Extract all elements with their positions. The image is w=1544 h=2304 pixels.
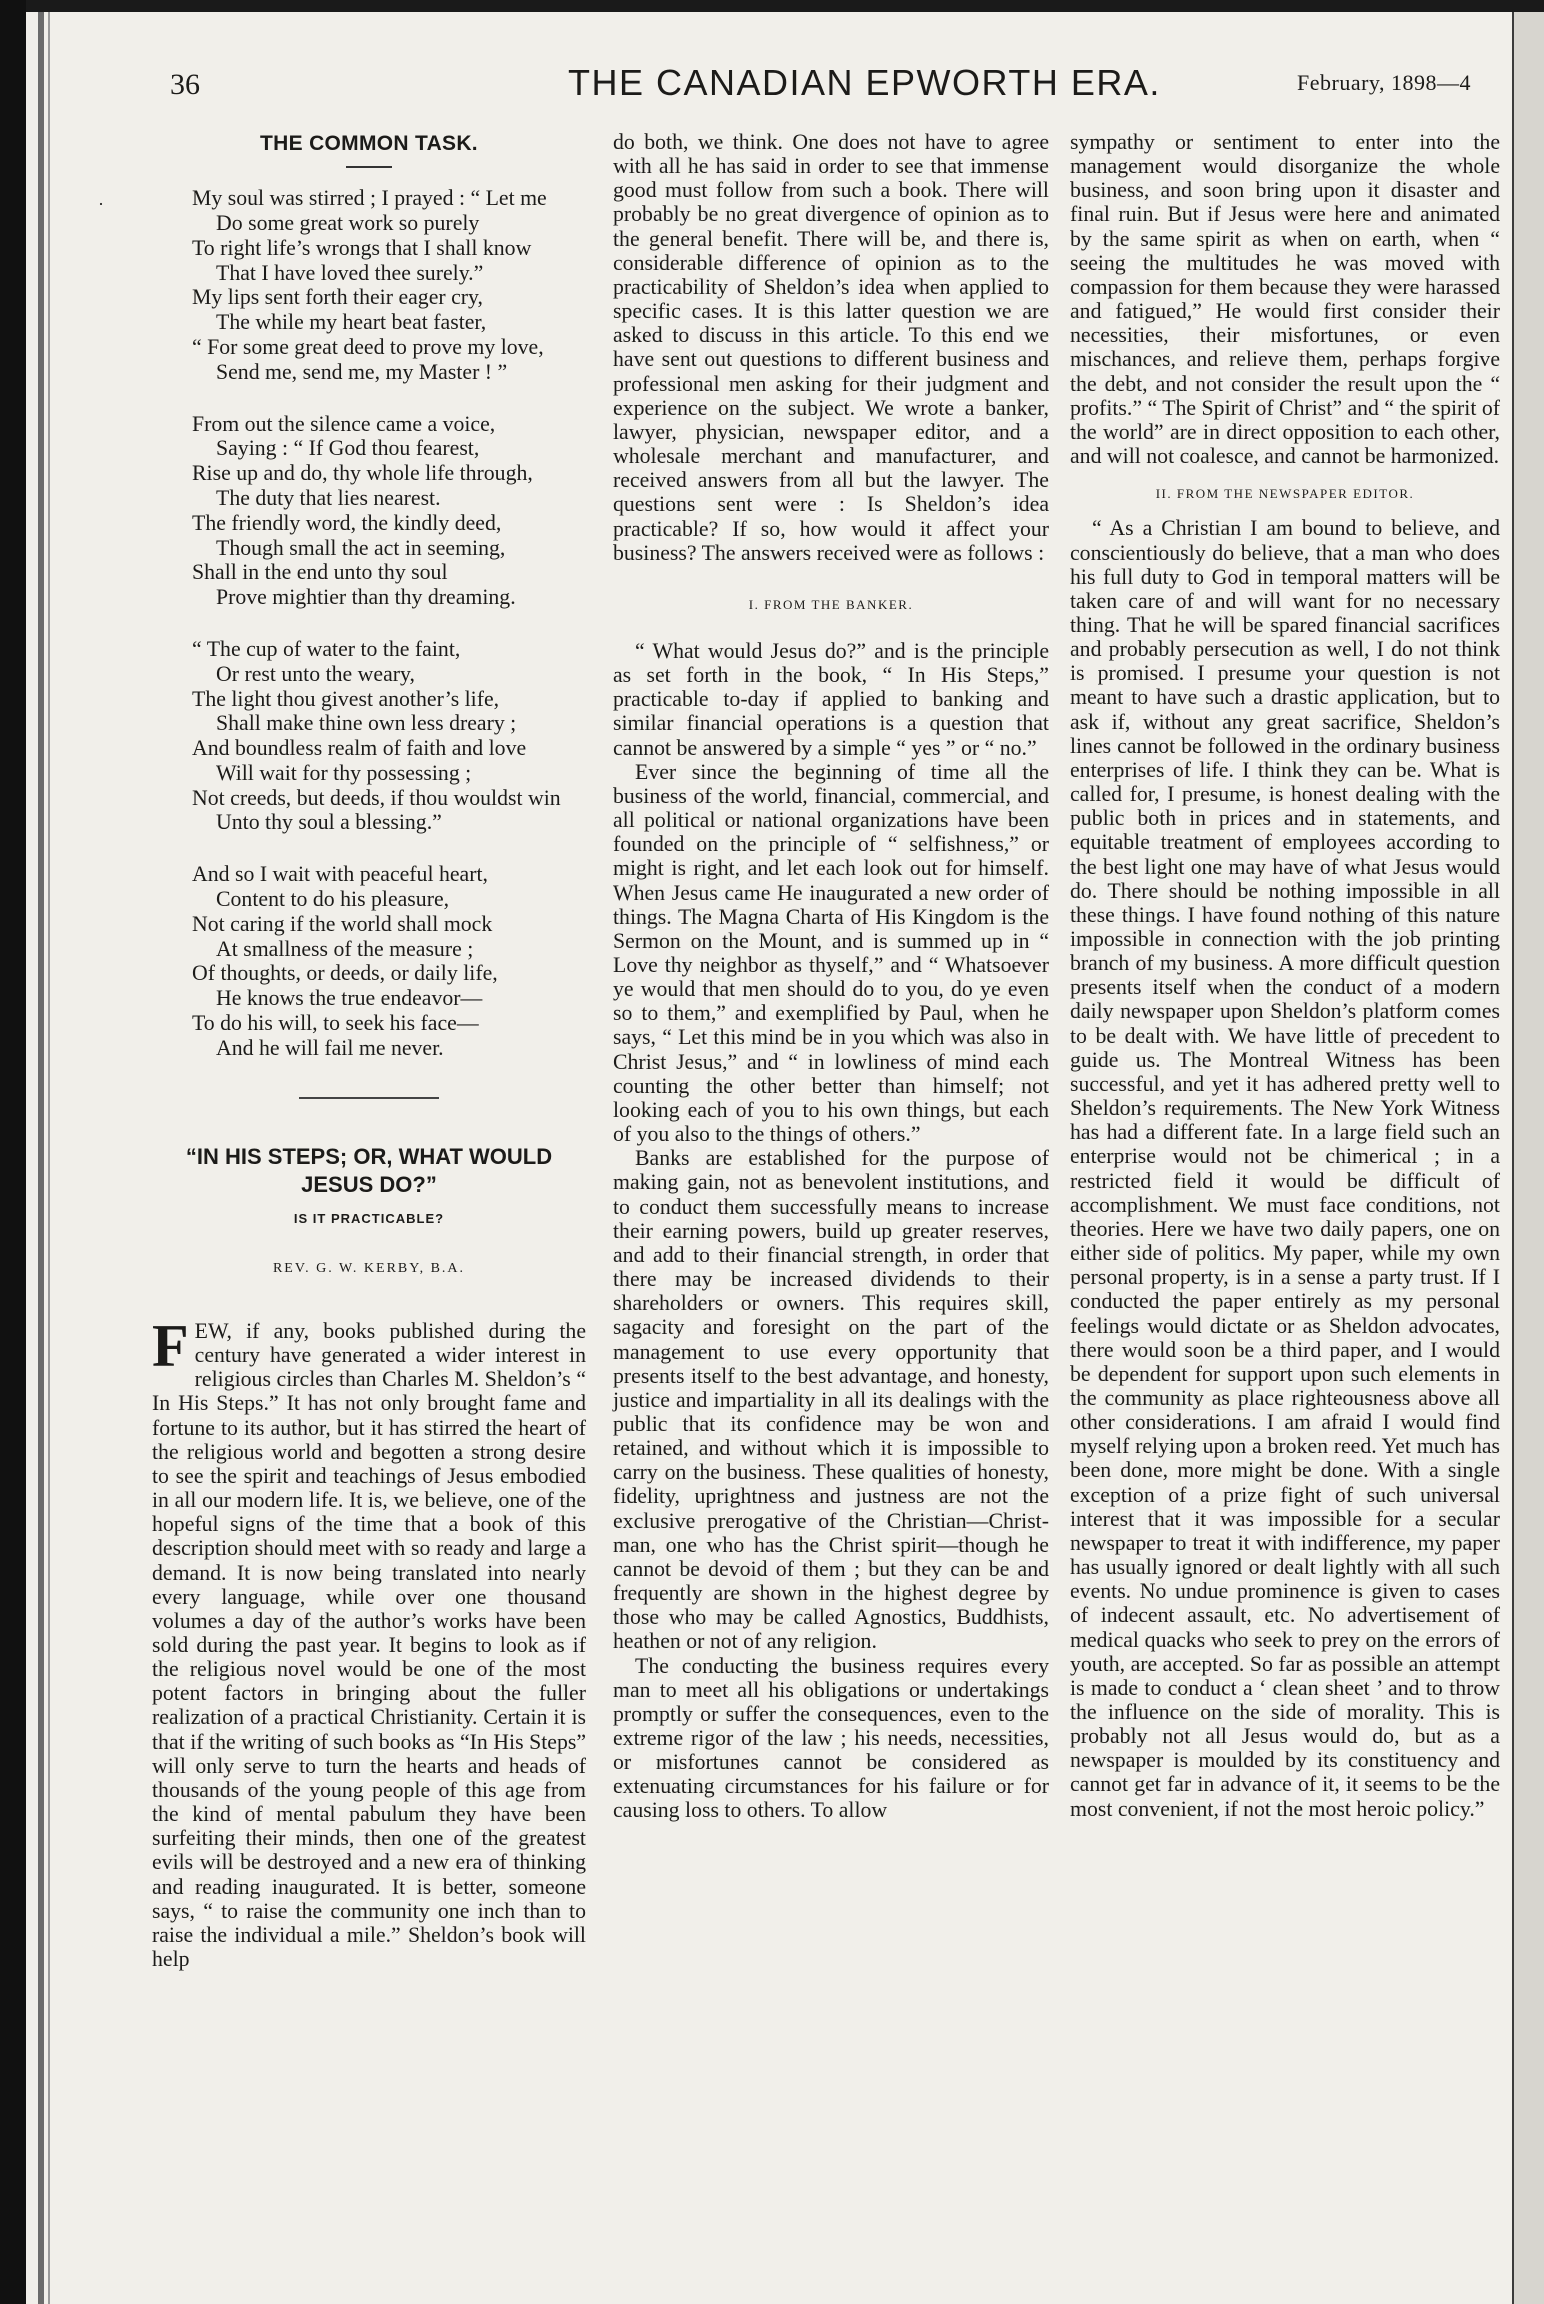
poem-line: Of thoughts, or deeds, or daily life, <box>192 961 498 986</box>
page-header <box>170 62 1490 112</box>
column-3 <box>1070 130 1500 1821</box>
editor-heading: II. FROM THE NEWSPAPER EDITOR. <box>1155 486 1415 502</box>
poem-line: Not creeds, but deeds, if thou wouldst win <box>192 785 561 810</box>
poem-line: Prove mightier than thy dreaming. <box>216 585 516 610</box>
poem-line: Will wait for thy possessing ; <box>216 760 472 785</box>
poem-line: My lips sent forth their eager cry, <box>192 285 483 310</box>
poem-line: And boundless realm of faith and love <box>192 736 527 761</box>
poem-line: The light thou givest another’s life, <box>192 686 500 711</box>
poem-line: Shall in the end unto thy soul <box>192 560 448 585</box>
poem-line: To do his will, to seek his face— <box>192 1011 479 1036</box>
article-intro-paragraph <box>152 1312 586 1972</box>
poem-line: My soul was stirred ; I prayed : “ Let me <box>192 186 547 211</box>
banker-heading: I. FROM THE BANKER. <box>748 596 914 612</box>
poem-line: That I have loved thee surely.” <box>216 260 484 285</box>
banker-paragraph: Ever since the beginning of time all the business of the world, financial, commercial, and all political or national organizations have been founded on the principle of “ selfishness,” or might is right, and let each look out for himself. When Jesus came He inaugurated a new order of things. The Magna Charta of His Kingdom is the Sermon on the Mount, and is summed up in “ Love thy neighbor as thyself,” and “ Whatsoever ye would that men should do to you, do ye even so to them,” and exemplified by Paul, when he says, “ Let this mind be in you which was also in Christ Jesus,” and “ in lowliness of mind each counting the other better than himself; not looking each of you to his own things, but each of you also to the things of others.” <box>613 759 1049 1147</box>
poem-line: Saying : “ If God thou fearest, <box>216 436 480 461</box>
poem-common-task <box>152 186 586 1061</box>
poem-line: Though small the act in seeming, <box>216 535 506 560</box>
poem-line: To right life’s wrongs that I shall know <box>192 235 532 260</box>
poem-line: He knows the true endeavor— <box>216 986 483 1011</box>
column-1 <box>152 130 586 1971</box>
poem-stanza <box>152 862 586 1060</box>
poem-line: Rise up and do, thy whole life through, <box>192 461 533 486</box>
poem-line: From out the silence came a voice, <box>192 411 496 436</box>
article-subtitle: IS IT PRACTICABLE? <box>293 1210 445 1226</box>
column-2 <box>613 130 1049 1823</box>
scan-top-edge <box>0 0 1544 12</box>
drop-cap: F <box>152 1312 189 1379</box>
scan-right-margin <box>1514 12 1544 2304</box>
title-rule <box>346 166 392 168</box>
poem-line: Not caring if the world shall mock <box>192 911 493 936</box>
banker-paragraph: Banks are established for the purpose of making gain, not as benevolent institutions, and to conduct them successfully means to increase their earning powers, build up greater reserves, and add to their financial strength, in order that there may be increased dividends to their shareholders or owners. This requires skill, sagacity and foresight on the part of the management to use every opportunity that presents itself to the best advantage, and honesty, justice and impartiality in all its dealings with the public that its confidence may be won and retained, and without which it is impossible to carry on the business. These qualities of honesty, fidelity, uprightness and justness are not the exclusive prerogative of the Christian—Christ-man, one who has the Christ spirit—though he cannot be devoid of them ; but they can be and frequently are shown in the highest degree by those who may be called Agnostics, Buddhists, heathen or not of any religion. <box>613 1146 1049 1654</box>
poem-line: “ The cup of water to the faint, <box>192 636 461 661</box>
article-byline: REV. G. W. KERBY, B.A. <box>272 1260 466 1276</box>
poem-line: And he will fail me never. <box>216 1035 444 1060</box>
page-number: 36 <box>170 68 200 101</box>
poem-line: Shall make thine own less dreary ; <box>216 711 517 736</box>
poem-stanza <box>152 412 586 610</box>
poem-line: At smallness of the measure ; <box>216 936 474 961</box>
article-continuation: do both, we think. One does not have to agree with all he has said in order to see that immense good must follow from such a book. There will probably be no great divergence of opinion as to the general benefit. There will be, and there is, considerable difference of opinion as to the practicability of Sheldon’s idea when applied to specific cases. It is this latter question we are asked to discuss in this article. To this end we have sent out questions to different business and professional men asking for their judgment and experience on the subject. We wrote a banker, lawyer, physician, newspaper editor, and a wholesale merchant and manufacturer, and received answers from all but the lawyer. The questions sent were : Is Sheldon’s idea practicable? If so, how would it affect your business? The answers received were as follows : <box>613 130 1049 565</box>
poem-line: Unto thy soul a blessing.” <box>216 810 442 835</box>
poem-line: Or rest unto the weary, <box>216 661 415 686</box>
article-title: “IN HIS STEPS; OR, WHAT WOULD JESUS DO?” <box>185 1143 553 1197</box>
poem-line: And so I wait with peaceful heart, <box>192 862 488 887</box>
banker-conclusion: sympathy or sentiment to enter into the management would disorganize the whole business, and soon bring upon it disaster and final ruin. But if Jesus were here and animated by the same spirit as when on earth, when “ seeing the multitudes he was moved with compassion for them because they were harassed and fatigued,” He would first consider their necessities, their misfortunes, or even mischances, and relieve them, perhaps forgive the debt, and not consider the result upon the “ profits.” “ The Spirit of Christ” and “ the spirit of the world” are in direct opposition to each other, and will not coalesce, and cannot be harmonized. <box>1070 130 1500 469</box>
banker-paragraph: The conducting the business requires every man to meet all his obligations or undertakings promptly or suffer the consequences, even to the extreme rigor of the law ; his needs, necessities, or misfortunes cannot be considered as extenuating circumstances for his failure or for causing loss to others. To allow <box>613 1653 1049 1823</box>
poem-line: Content to do his pleasure, <box>216 887 450 912</box>
poem-line: The while my heart beat faster, <box>216 310 487 335</box>
poem-line: The duty that lies nearest. <box>216 485 441 510</box>
poem-line: Send me, send me, my Master ! ” <box>216 359 508 384</box>
poem-line: “ For some great deed to prove my love, <box>192 334 544 359</box>
scan-binding-line <box>48 12 50 2304</box>
masthead-title: THE CANADIAN EPWORTH ERA. <box>568 62 1161 103</box>
editor-paragraph: “ As a Christian I am bound to believe, and conscientiously do believe, that a man who does his full duty to God in temporal matters will be taken care of and will want for no necessary thing. That he will be spared financial sacrifices and probably persecution as well, I do not think is promised. I presume your question is not meant to have such a drastic application, but to ask if, without any great sacrifice, Sheldon’s lines cannot be followed in the ordinary business enterprises of life. I think they can be. What is called for, I presume, is honest dealing with the public both in prices and in statements, and equitable treatment of employees according to the best light one may have of what Jesus would do. There should be nothing impossible in all these things. I have found nothing of this nature impossible in connection with the job printing branch of my business. A more difficult question presents itself when the conduct of a modern daily newspaper upon Sheldon’s platform comes to be dealt with. We have little of precedent to guide us. The Montreal Witness has been successful, and yet it has adhered pretty well to Sheldon’s requirements. The New York Witness has had a different fate. In a large field such an enterprise would not be chimerical ; in a restricted field it would be difficult of accomplishment. We must face conditions, not theories. Here we have two daily papers, one on either side of politics. My paper, while my own personal property, is in a sense a party trust. If I conducted the paper entirely as my personal feelings would dictate or as Sheldon advocates, there would soon be a third paper, and I would be dependent for support upon such elements in the community as place righteousness above all other considerations. I am afraid I would find myself relying upon a broken reed. Yet much has been done, more might be done. With a single exception of a prize fight of such universal interest that it was impossible for a secular newspaper to treat it with indifference, my paper has usually ignored or dealt lightly with all such events. No undue prominence is given to cases of indecent assault, etc. No advertisement of medical quacks who seek to prey on the errors of youth, are accepted. So far as possible an attempt is made to conduct a ‘ clean sheet ’ and to throw the influence on the side of morality. This is probably not all Jesus would do, but as a newspaper is moulded by its constituency and cannot get far in advance of it, it seems to be the most convenient, if not the most heroic policy.” <box>1070 516 1500 1821</box>
poem-line: The friendly word, the kindly deed, <box>192 510 502 535</box>
banker-paragraph: “ What would Jesus do?” and is the principle as set forth in the book, “ In His Steps,” practicable to-day if applied to banking and similar financial operations is a question that cannot be answered by a simple “ yes ” or “ no.” <box>613 638 1049 760</box>
poem-line: Do some great work so purely <box>216 210 480 235</box>
scan-binding-shadow <box>38 12 44 2304</box>
section-divider <box>299 1097 439 1099</box>
poem-title: THE COMMON TASK. <box>260 132 478 155</box>
poem-stanza <box>152 186 586 384</box>
scan-binding-edge <box>0 0 26 2304</box>
margin-dot: · <box>98 194 104 214</box>
issue-date: February, 1898—4 <box>1297 70 1471 95</box>
article-intro-text: EW, if any, books published during the century have generated a wider interest in religious circles than Charles M. Sheldon’s “ In His Steps.” It has not only brought fame and fortune to its author, but it has stirred the heart of the religious world and begotten a strong desire to see the spirit and teachings of Jesus embodied in all our modern life. It is, we believe, one of the hopeful signs of the time that a book of this description should meet with so ready and large a demand. It is now being translated into nearly every language, while over one thousand volumes a day of the author’s works have been sold during the past year. It begins to look as if the religious novel would be one of the most potent factors in bringing about the fuller realization of a practical Christianity. Certain it is that if the writing of such books as “In His Steps” will only serve to turn the hearts and heads of thousands of the young people of this age from the kind of mental pabulum they have been surfeiting their minds, then one of the greatest evils will be destroyed and a new era of thinking and reading inaugurated. It is better, someone says, “ to raise the community one inch than to raise the individual a mile.” Sheldon’s book will help <box>152 1318 586 1972</box>
poem-stanza <box>152 637 586 835</box>
